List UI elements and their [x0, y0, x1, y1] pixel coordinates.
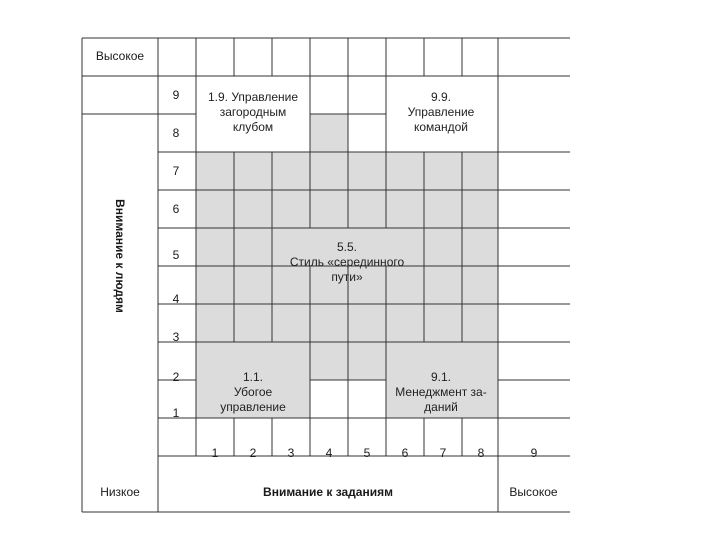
- bottom-right-label-high: Высокое: [509, 485, 558, 499]
- x-tick-2: 2: [249, 446, 257, 460]
- x-tick-6: 6: [401, 446, 409, 460]
- y-tick-9: 9: [172, 88, 180, 102]
- x-tick-5: 5: [363, 446, 371, 460]
- y-tick-4: 4: [172, 292, 180, 306]
- x-tick-3: 3: [287, 446, 295, 460]
- x-tick-4: 4: [325, 446, 333, 460]
- bottom-left-label-low: Низкое: [100, 485, 140, 499]
- y-tick-8: 8: [172, 126, 180, 140]
- y-tick-7: 7: [172, 164, 180, 178]
- x-tick-7: 7: [439, 446, 447, 460]
- y-tick-6: 6: [172, 202, 180, 216]
- region-1-1-impoverished: 1.1. Убогое управление: [220, 370, 286, 414]
- x-tick-9: 9: [530, 446, 538, 460]
- y-axis-title: Внимание к людям: [113, 199, 127, 313]
- x-tick-8: 8: [477, 446, 485, 460]
- region-9-1-task-management: 9.1. Менеджмент за- даний: [395, 370, 487, 414]
- shade-cell-4-8: [310, 114, 348, 152]
- x-axis-title: Внимание к заданиям: [263, 485, 393, 499]
- y-tick-5: 5: [172, 248, 180, 262]
- y-tick-1: 1: [172, 406, 180, 420]
- top-left-label-high: Высокое: [95, 49, 145, 63]
- region-9-9-team-management: 9.9. Управление командой: [407, 90, 475, 134]
- shade-row-3: [196, 304, 498, 342]
- x-tick-1: 1: [211, 446, 219, 460]
- y-tick-3: 3: [172, 330, 180, 344]
- region-1-9-country-club: 1.9. Управление загородным клубом: [207, 90, 299, 134]
- region-5-5-middle-of-the-road: 5.5. Стиль «серединного пути»: [289, 240, 405, 284]
- y-tick-2: 2: [172, 370, 180, 384]
